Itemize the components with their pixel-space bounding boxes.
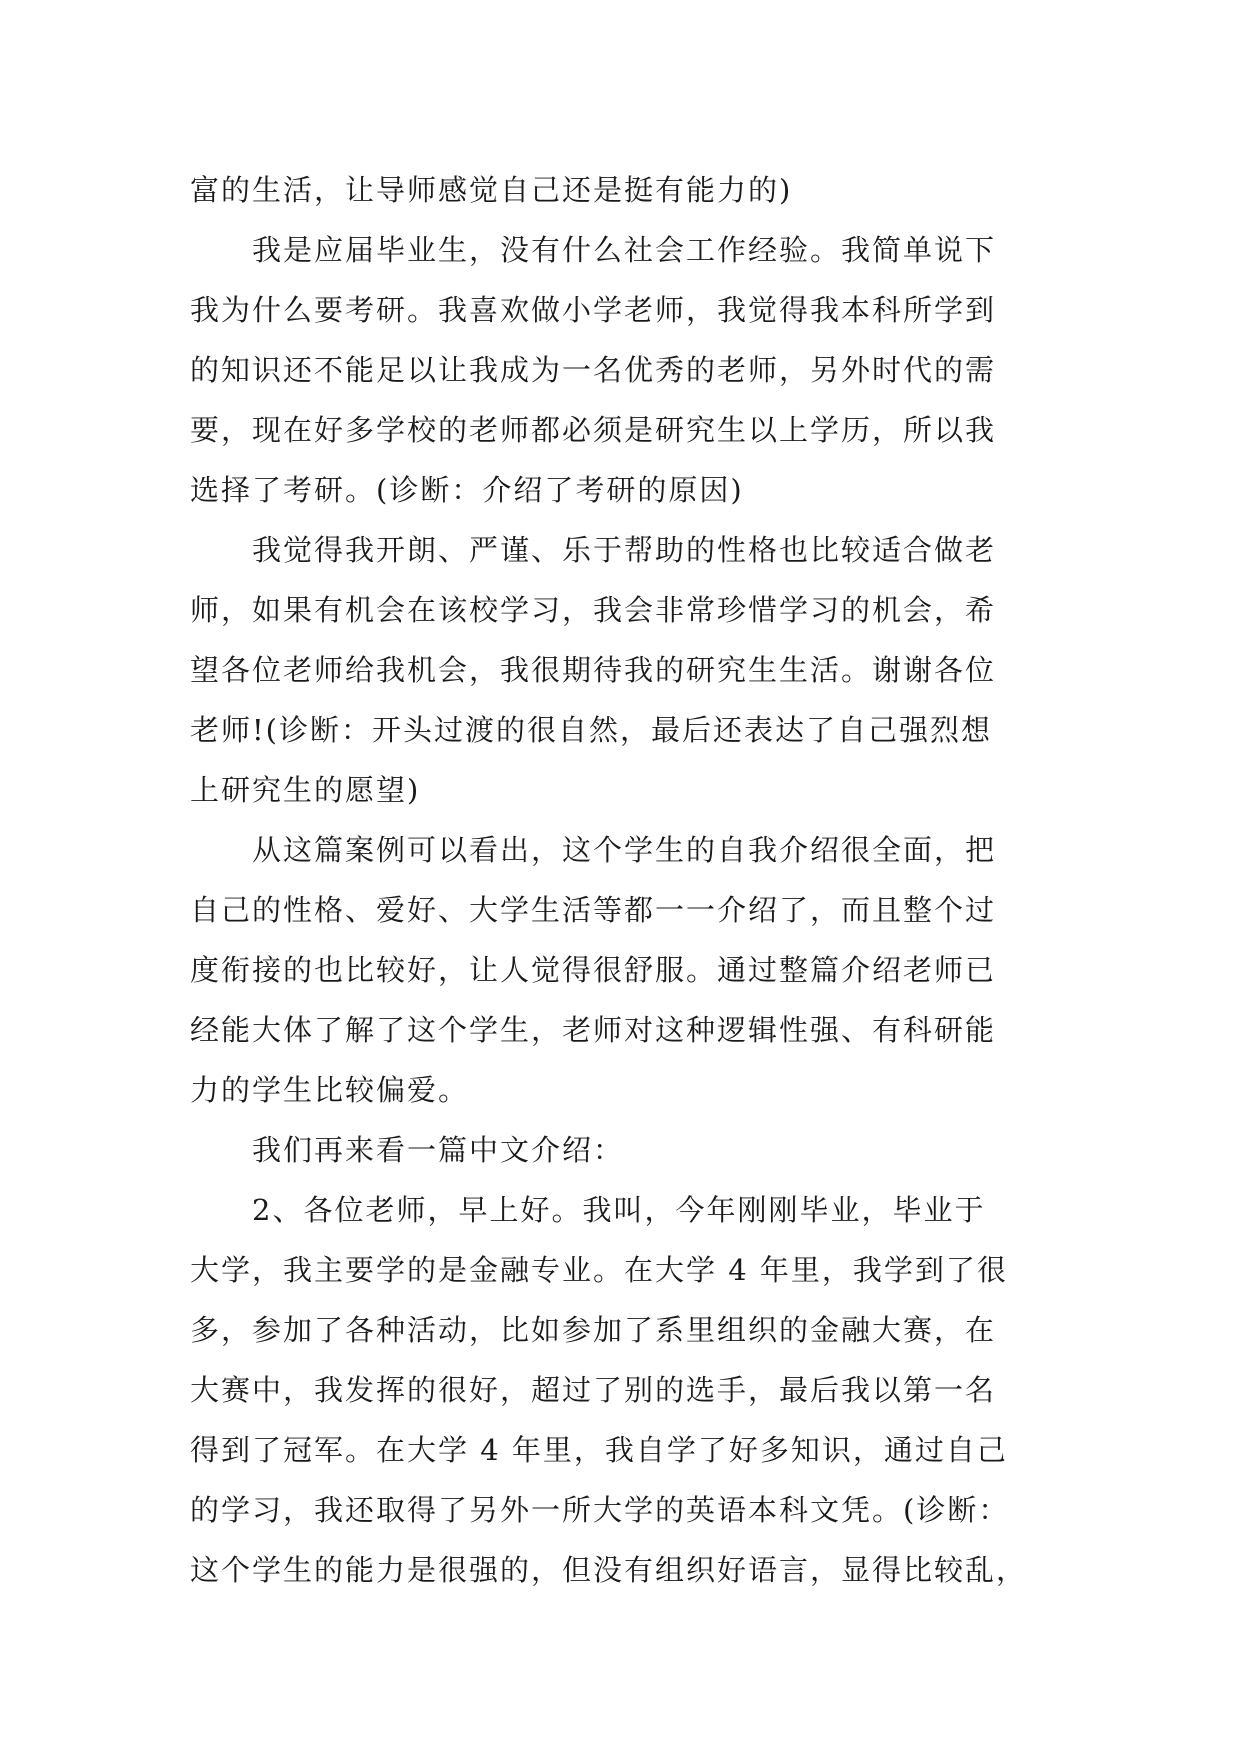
text-line: 这个学生的能力是很强的，但没有组织好语言，显得比较乱， bbox=[190, 1553, 1028, 1587]
text-line: 我为什么要考研。我喜欢做小学老师，我觉得我本科所学到 bbox=[190, 293, 997, 327]
text-line: 经能大体了解了这个学生，老师对这种逻辑性强、有科研能 bbox=[190, 1013, 997, 1047]
text-line: 上研究生的愿望) bbox=[190, 773, 421, 807]
text-line: 选择了考研。(诊断：介绍了考研的原因) bbox=[190, 473, 744, 507]
text-line: 力的学生比较偏爱。 bbox=[190, 1073, 470, 1107]
text-line: 度衔接的也比较好，让人觉得很舒服。通过整篇介绍老师已 bbox=[190, 953, 997, 987]
text-line: 望各位老师给我机会，我很期待我的研究生生活。谢谢各位 bbox=[190, 653, 997, 687]
text-line: 的知识还不能足以让我成为一名优秀的老师，另外时代的需 bbox=[190, 353, 997, 387]
text-line: 得到了冠军。在大学 4 年里，我自学了好多知识，通过自己 bbox=[190, 1433, 1008, 1467]
text-line: 自己的性格、爱好、大学生活等都一一介绍了，而且整个过 bbox=[190, 893, 997, 927]
document-body bbox=[190, 160, 1050, 1600]
text-line: 大赛中，我发挥的很好，超过了别的选手，最后我以第一名 bbox=[190, 1373, 997, 1407]
text-line: 要，现在好多学校的老师都必须是研究生以上学历，所以我 bbox=[190, 413, 997, 447]
text-line: 从这篇案例可以看出，这个学生的自我介绍很全面，把 bbox=[252, 833, 997, 867]
text-line: 大学，我主要学的是金融专业。在大学 4 年里，我学到了很 bbox=[190, 1253, 1008, 1287]
text-line: 2、各位老师，早上好。我叫，今年刚刚毕业，毕业于 bbox=[252, 1193, 986, 1227]
text-line: 我觉得我开朗、严谨、乐于帮助的性格也比较适合做老 bbox=[252, 533, 997, 567]
text-line: 师，如果有机会在该校学习，我会非常珍惜学习的机会，希 bbox=[190, 593, 997, 627]
text-line: 多，参加了各种活动，比如参加了系里组织的金融大赛，在 bbox=[190, 1313, 997, 1347]
text-line: 的学习，我还取得了另外一所大学的英语本科文凭。(诊断： bbox=[190, 1493, 1010, 1527]
text-line: 老师!(诊断：开头过渡的很自然，最后还表达了自己强烈想 bbox=[190, 713, 992, 747]
text-line: 我是应届毕业生，没有什么社会工作经验。我简单说下 bbox=[252, 233, 997, 267]
text-line: 我们再来看一篇中文介绍： bbox=[252, 1133, 625, 1167]
text-line: 富的生活，让导师感觉自己还是挺有能力的) bbox=[190, 173, 793, 207]
